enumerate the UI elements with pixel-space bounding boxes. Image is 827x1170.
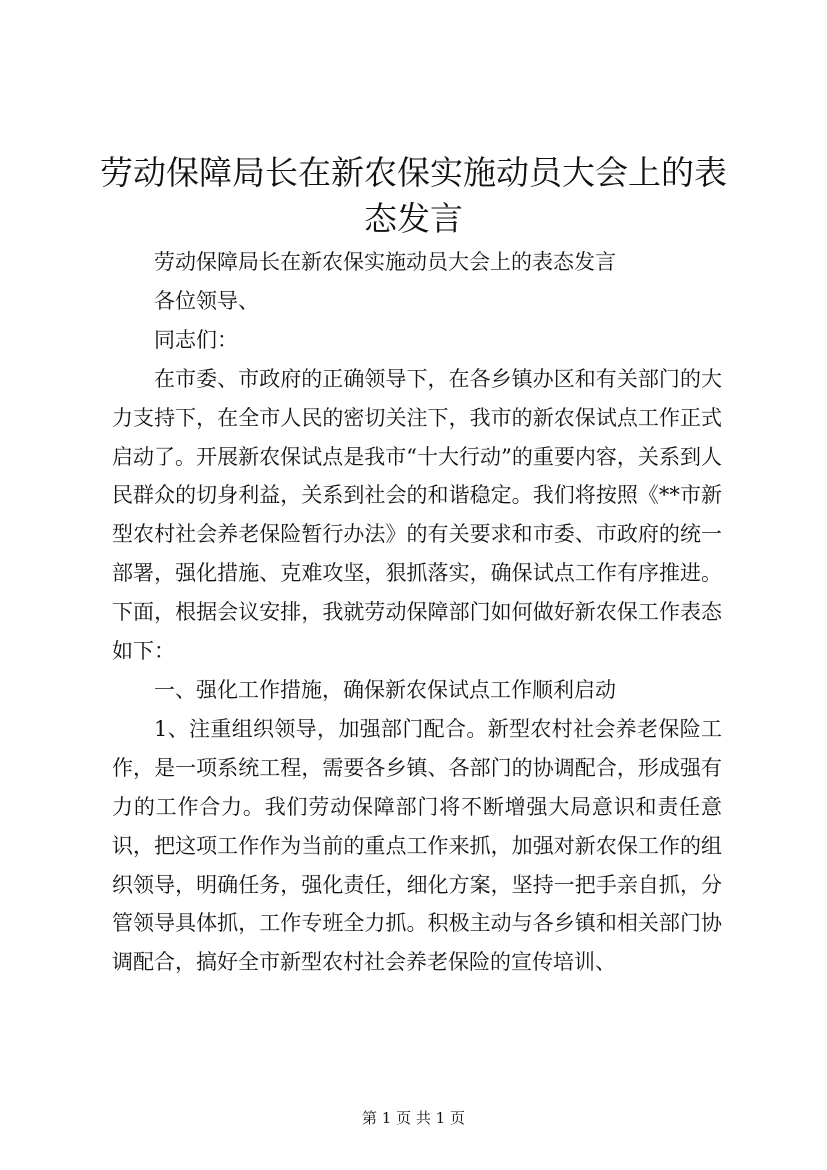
body-paragraph: 在市委、市政府的正确领导下，在各乡镇办区和有关部门的大力支持下，在全市人民的密切关注下，我市的新农保试点工作正式启动了。开展新农保试点是我市“十大行动”的重要内容，关系到人民群众的切身利益，关系到社会的和谐稳定。我们将按照《**市新型农村社会养老保险暂行办法》的有关要求和市委、市政府的统一部署，强化措施、克难攻坚，狠抓落实，确保试点工作有序推进。下面，根据会议安排，我就劳动保障部门如何做好新农保工作表态如下： xyxy=(112,366,722,664)
document-body xyxy=(112,243,722,982)
body-paragraph: 1、注重组织领导，加强部门配合。新型农村社会养老保险工作，是一项系统工程，需要各乡镇、各部门的协调配合，形成强有力的工作合力。我们劳动保障部门将不断增强大局意识和责任意识，把这项工作作为当前的重点工作来抓，加强对新农保工作的组织领导，明确任务，强化责任，细化方案，坚持一把手亲自抓，分管领导具体抓，工作专班全力抓。积极主动与各乡镇和相关部门协调配合，搞好全市新型农村社会养老保险的宣传培训、 xyxy=(112,716,722,975)
document-title: 劳动保障局长在新农保实施动员大会上的表态发言 xyxy=(100,153,727,238)
page-footer: 第 1 页 共 1 页 xyxy=(362,1109,465,1127)
subtitle-paragraph: 劳动保障局长在新农保实施动员大会上的表态发言 xyxy=(154,250,616,274)
salutation-leaders: 各位领导、 xyxy=(154,288,259,313)
salutation-comrades: 同志们： xyxy=(154,327,238,352)
section-heading: 一、强化工作措施，确保新农保试点工作顺利启动 xyxy=(154,677,616,702)
